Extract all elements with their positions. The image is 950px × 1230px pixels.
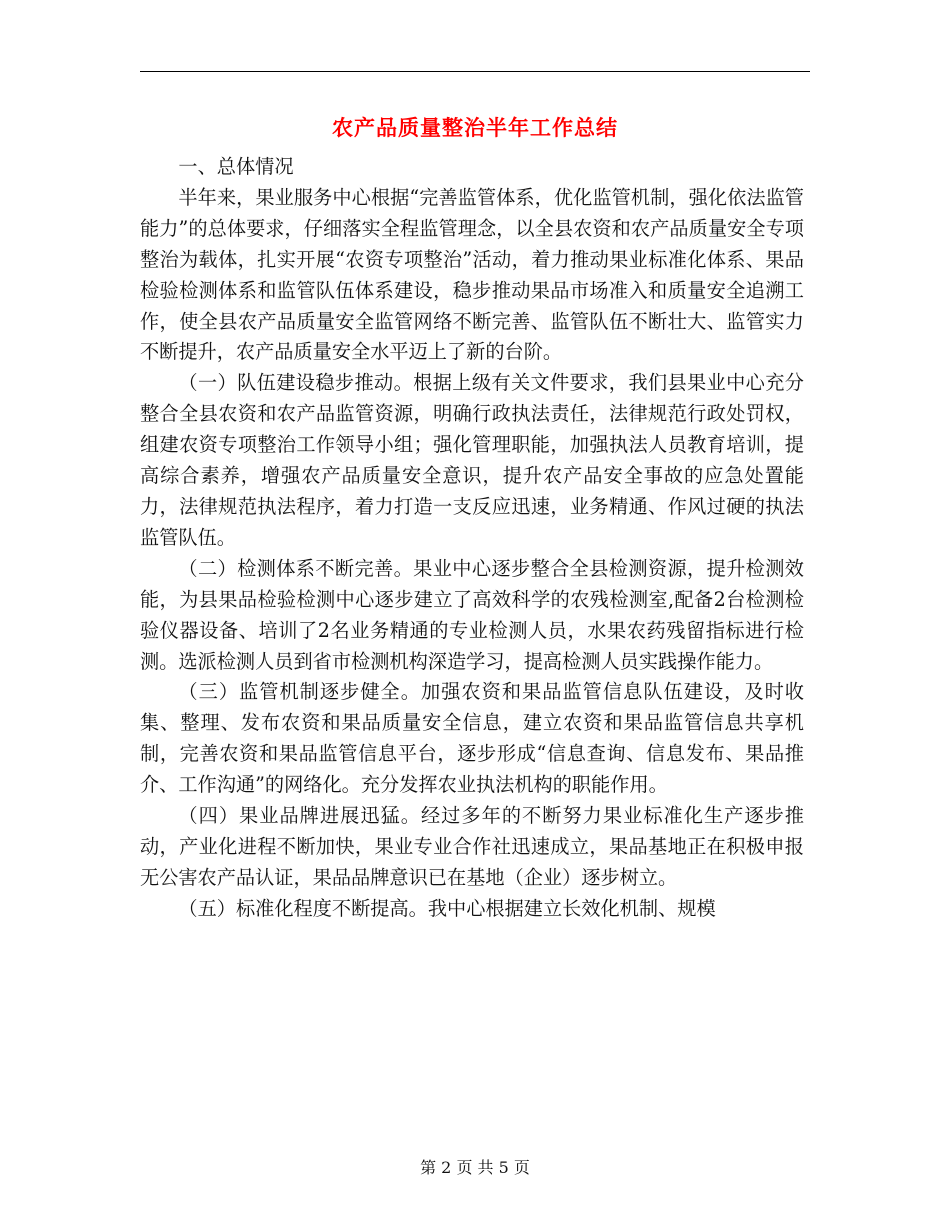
- page-number-footer: 第 2 页 共 5 页: [420, 1158, 530, 1177]
- paragraph-testing-system: （二）检测体系不断完善。果业中心逐步整合全县检测资源，提升检测效能，为县果品检验检测中心逐步建立了高效科学的农残检测室,配备2台检测检验仪器设备、培训了2名业务精通的专业检测人员，水果农药残留指标进行检测。选派检测人员到省市检测机构深造学习，提高检测人员实践操作能力。: [140, 556, 804, 673]
- paragraph-overview: 半年来，果业服务中心根据“完善监管体系，优化监管机制，强化依法监管能力”的总体要求，仔细落实全程监管理念，以全县农资和农产品质量安全专项整治为载体，扎实开展“农资专项整治”活动，着力推动果业标准化体系、果品检验检测体系和监管队伍体系建设，稳步推动果品市场准入和质量安全追溯工作，使全县农产品质量安全监管网络不断完善、监管队伍不断壮大、监管实力不断提升，农产品质量安全水平迈上了新的台阶。: [140, 185, 804, 364]
- paragraph-standardization: （五）标准化程度不断提高。我中心根据建立长效化机制、规模: [178, 896, 716, 920]
- document-title: 农产品质量整治半年工作总结: [332, 115, 618, 140]
- header-rule: [140, 71, 810, 72]
- paragraph-supervision-mechanism: （三）监管机制逐步健全。加强农资和果品监管信息队伍建设，及时收集、整理、发布农资和果品质量安全信息，建立农资和果品监管信息共享机制，完善农资和果品监管信息平台，逐步形成“信息查询、信息发布、果品推介、工作沟通”的网络化。充分发挥农业执法机构的职能作用。: [140, 680, 804, 797]
- section-heading: 一、总体情况: [178, 155, 294, 178]
- document-body: [140, 152, 804, 925]
- paragraph-team-building: （一）队伍建设稳步推动。根据上级有关文件要求，我们县果业中心充分整合全县农资和农产品监管资源，明确行政执法责任，法律规范行政处罚权，组建农资专项整治工作领导小组；强化管理职能，加强执法人员教育培训，提高综合素养，增强农产品质量安全意识，提升农产品安全事故的应急处置能力，法律规范执法程序，着力打造一支反应迅速，业务精通、作风过硬的执法监管队伍。: [140, 371, 804, 549]
- paragraph-brand-development: （四）果业品牌进展迅猛。经过多年的不断努力果业标准化生产逐步推动，产业化进程不断加快，果业专业合作社迅速成立，果品基地正在积极申报无公害农产品认证，果品品牌意识已在基地（企业）逐步树立。: [140, 804, 804, 889]
